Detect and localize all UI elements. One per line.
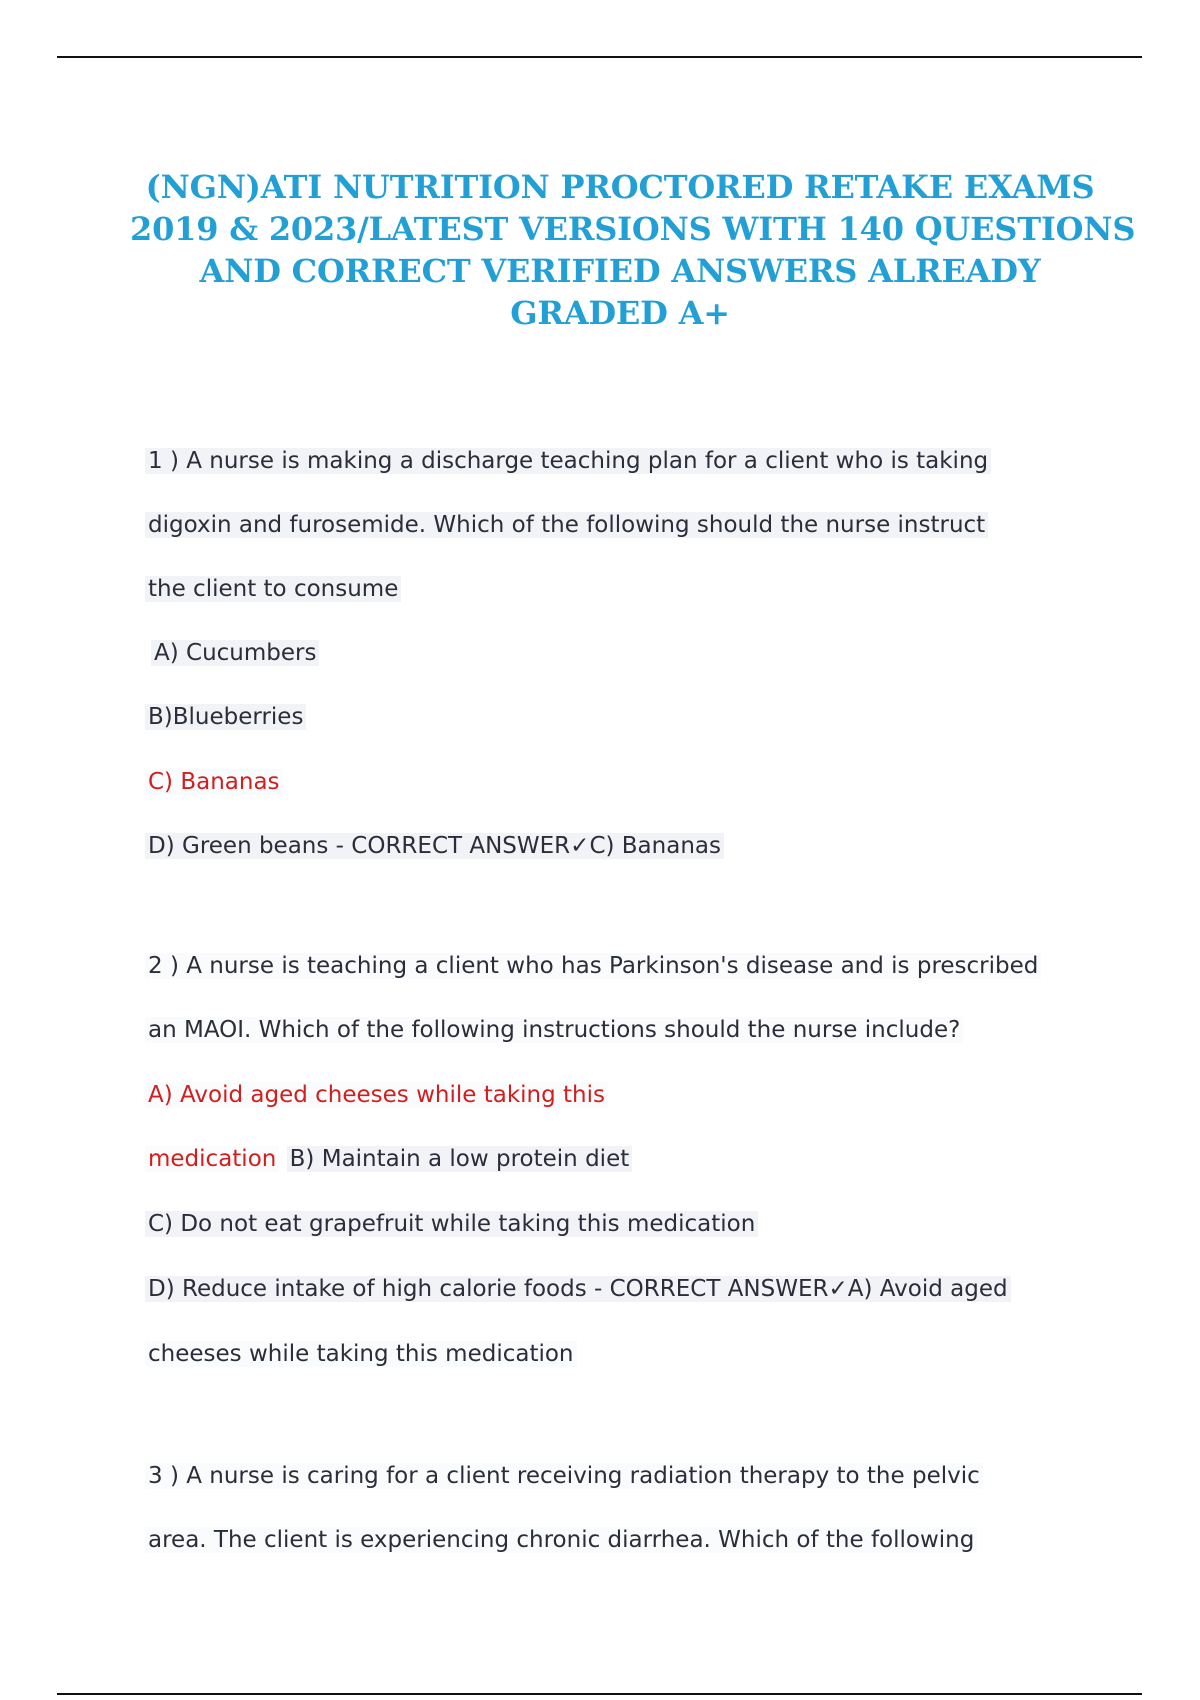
q1-option-b: B)Blueberries	[145, 702, 306, 732]
q2-option-c: C) Do not eat grapefruit while taking this medication	[145, 1209, 758, 1239]
q2-stem-line: 2 ) A nurse is teaching a client who has Parkinson's disease and is prescribed	[145, 951, 1041, 981]
title-line: GRADED A+	[510, 294, 730, 332]
q2-option-a-correct: A) Avoid aged cheeses while taking this	[145, 1080, 608, 1110]
checkmark-icon: ✓	[570, 833, 590, 859]
q1-option-a: A) Cucumbers	[151, 638, 319, 668]
q1-stem-line: the client to consume	[145, 574, 401, 604]
title-line: AND CORRECT VERIFIED ANSWERS ALREADY	[199, 252, 1041, 290]
q2-option-a-b-line: medication B) Maintain a low protein diet	[145, 1144, 632, 1174]
q2-option-d: D) Reduce intake of high calorie foods - CORRECT ANSWER✓A) Avoid aged	[145, 1274, 1011, 1304]
title-line: 2019 & 2023/LATEST VERSIONS WITH 140 QUESTIONS	[130, 210, 1136, 248]
q1-stem-line: 1 ) A nurse is making a discharge teaching plan for a client who is taking	[145, 446, 991, 476]
q2-stem-line: an MAOI. Which of the following instructions should the nurse include?	[145, 1015, 963, 1045]
q3-stem-line: area. The client is experiencing chronic diarrhea. Which of the following	[145, 1525, 977, 1555]
checkmark-icon: ✓	[828, 1276, 848, 1302]
q3-stem-line: 3 ) A nurse is caring for a client receiving radiation therapy to the pelvic	[145, 1461, 983, 1491]
q1-stem-line: digoxin and furosemide. Which of the following should the nurse instruct	[145, 510, 988, 540]
bottom-rule	[57, 1693, 1142, 1695]
q1-option-c-correct: C) Bananas	[145, 767, 283, 797]
top-rule	[57, 56, 1142, 58]
q2-answer-continued: cheeses while taking this medication	[145, 1339, 577, 1369]
document-title	[130, 166, 1136, 334]
title-line: (NGN)ATI NUTRITION PROCTORED RETAKE EXAMS	[145, 168, 1095, 206]
q1-option-d: D) Green beans - CORRECT ANSWER✓C) Bananas	[145, 831, 724, 861]
